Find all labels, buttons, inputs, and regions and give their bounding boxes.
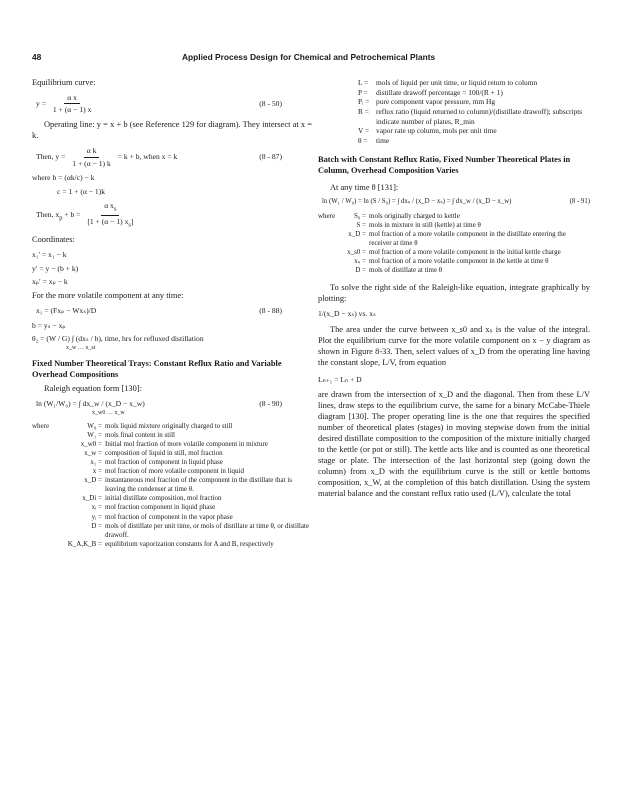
equation-8-50 (32, 93, 312, 115)
eq-xp-numerator: α $x_s$ (101, 201, 119, 216)
definition-key: x₁ = (90, 457, 102, 466)
definition-row (318, 266, 590, 275)
right-column (318, 78, 590, 504)
definition-value: mols of distillate at time θ (369, 266, 443, 275)
definition-value: reflux ratio (liquid returned to column)/(distillate drawoff); subscripts indicate number of plates, R_min (376, 106, 583, 126)
more-volatile-text: For the more volatile component at any time: (32, 291, 184, 301)
eq-8-91-body: ln (W₁ / W₀) = ln (S / S₀) = ∫ dxₛ / (x_D − xₛ) = ∫ dx_w / (x_D − x_w) (322, 197, 512, 205)
definition-key: D = (91, 521, 102, 530)
definition-value: instantaneous mol fraction of the component in the distillate that is leaving the condenser at time θ. (105, 476, 293, 494)
eq-8-50-number: (8 - 50) (259, 99, 282, 109)
definition-value: mols liquid mixture originally charged to still (105, 421, 233, 430)
equation-8-87 (32, 146, 312, 168)
eq-8-90-limits: x_w0 … x_w (92, 409, 125, 416)
definition-row (318, 248, 590, 257)
definitions-list-left (32, 422, 312, 549)
definition-key: x_w = (84, 448, 102, 457)
definition-row (318, 257, 590, 266)
definition-row (32, 476, 312, 494)
eq-8-87-number: (8 - 87) (259, 152, 282, 162)
theta-limits: x_w … x_si (66, 344, 96, 351)
definitions-list-top (318, 78, 590, 145)
eq-xp-pre: Then, x (36, 209, 60, 219)
definition-value: mol fraction of component in the vapor phase (105, 512, 233, 521)
definition-row (32, 494, 312, 503)
plot-expression: 1/(x_D − xₛ) vs. xₛ (318, 309, 376, 319)
eq-8-90-number: (8 - 90) (259, 399, 282, 409)
operating-line-text: Operating line: y = x + b (see Reference 129 for diagram). They intersect at x = k. (32, 120, 312, 141)
definition-row (358, 126, 590, 136)
eq-8-87-numerator: α k (84, 146, 100, 158)
definition-key: yᵢ = (91, 512, 102, 521)
definition-row (32, 503, 312, 512)
eq-8-88-number: (8 - 88) (259, 305, 282, 315)
definition-value: mol fraction of more volatile component in liquid (105, 467, 244, 476)
definition-row (32, 422, 312, 431)
definition-key: x_D = (84, 476, 102, 485)
definition-value: mols in mixture in still (kettle) at time θ (369, 220, 481, 229)
definition-value: equilibrium vaporization constants for A and B, respectively (105, 539, 274, 548)
definition-value: mol fraction component in liquid phase (105, 503, 216, 512)
definition-row (32, 540, 312, 549)
eq-8-91-number: (8 - 91) (569, 197, 590, 205)
definitions-list-right (318, 212, 590, 276)
definition-value: vapor rate up column, mols per unit time (376, 126, 497, 136)
equilibrium-curve-label: Equilibrium curve: (32, 78, 96, 87)
eq-8-87-pre: Then, y = (36, 152, 66, 161)
coordinate-xp: xₚ′ = xₚ − k (32, 277, 68, 287)
definition-value: initial distillate composition, mol fraction (105, 494, 222, 503)
raleigh-label: Raleigh equation form [130]: (44, 384, 142, 394)
eq-xp-fraction (84, 201, 136, 229)
definition-key: x = (92, 467, 102, 476)
definition-key: D = (355, 266, 366, 275)
definition-value: mols originally charged to kettle (369, 211, 460, 220)
definition-row (358, 88, 590, 98)
definition-row (32, 467, 312, 476)
definition-value: time (376, 135, 390, 145)
definition-key: L = (358, 78, 369, 87)
definition-value: pure component vapor pressure, mm Hg (376, 97, 496, 107)
eq-8-87-post: = k + b, when x = k (117, 152, 178, 161)
where-word: where (32, 421, 50, 430)
page-header (32, 52, 589, 66)
definition-key: P = (358, 87, 368, 97)
definition-key: Pᵢ = (358, 97, 370, 107)
definition-row (358, 107, 590, 126)
definition-key: x_s0 = (347, 248, 366, 257)
definition-value: mol fraction of component in liquid phase (105, 457, 223, 466)
definition-value: mol fraction of a more volatile component in the kettle at time θ (369, 257, 549, 266)
definition-key: W₀ = (87, 421, 102, 430)
definition-row (358, 136, 590, 146)
definition-row (318, 221, 590, 230)
definition-value: distillate drawoff percentage = 100/(R + 1) (376, 87, 503, 97)
where-word: where (318, 211, 336, 220)
definition-key: x_D = (348, 229, 366, 238)
eq-8-50-fraction (50, 93, 94, 115)
definition-row (32, 440, 312, 449)
eq-8-88-body: x₁ = (Fxₚ − Wxₛ)/D (36, 305, 97, 315)
eq-8-87-denominator: 1 + (α − 1) k (72, 158, 111, 168)
definition-value: composition of liquid in still, mol fraction (105, 448, 223, 457)
eq-xp-denominator: [1 + (α − 1) $x_s$] (87, 216, 134, 229)
where-b-definition: where b = (αk/c) − k (32, 173, 95, 183)
b-equation: b = yₛ − xₚ (32, 320, 66, 330)
definition-row (32, 449, 312, 458)
definition-value: mols of distillate per unit time, or mols of distillate at time θ, or distillate drawoff. (105, 521, 309, 539)
eq-xp-mid: + b = (64, 209, 81, 219)
definition-value: mols final content in still (105, 430, 175, 439)
definition-value: mol fraction of a more volatile component in the initial kettle charge (369, 248, 561, 257)
definition-row (318, 230, 590, 248)
equation-xp (32, 201, 312, 229)
definition-row (32, 513, 312, 522)
section-heading-fixed-trays: Fixed Number Theoretical Trays: Constant Reflux Ratio and Variable Overhead Compositions (32, 358, 282, 379)
definition-key: R = (358, 106, 369, 116)
definition-key: S = (356, 220, 366, 229)
paragraph-operating-lines: are drawn from the intersection of x_D and the diagonal. Then from these L/V lines, draw steps to the equilibrium curve, the same for a binary McCabe-Thiele diagram [130]. The proper operating line is the one that requires the specified number of theoretical plates (stages) in moving stepwise down from the initial desired distillate composition to the composition of the mixture initially charged to the kettle (or pot or still). The kettle acts like and is counted as one theoretical stage or plate. The intersection of the last horizontal step (going down the column) from x_D with the equilibrium curve is the still or kettle bottoms composition, x_W, at the completion of this batch distillation. Using the system material balance and the constant reflux ratio used (L/V), calculate the total (318, 390, 590, 498)
paragraph-solve-right-side: To solve the right side of the Raleigh-like equation, integrate graphically by plotting: (318, 283, 590, 304)
eq-8-50-numerator: α x (64, 93, 80, 105)
eq-xp-sub: p (59, 214, 63, 222)
definition-row (32, 522, 312, 540)
coordinate-y: y′ = y − (b + k) (32, 263, 79, 273)
running-title: Applied Process Design for Chemical and Petrochemical Plants (182, 52, 436, 62)
definition-row (32, 458, 312, 467)
equation-8-88 (32, 306, 312, 316)
definition-value: mol fraction of a more volatile component in the distillate entering the receiver at time θ (369, 229, 566, 247)
equation-8-90 (32, 399, 312, 409)
definition-key: θ = (358, 135, 368, 145)
page-number: 48 (32, 52, 42, 62)
definition-value: mols of liquid per unit time, or liquid return to column (376, 78, 538, 87)
eq-8-50-denominator: 1 + (α − 1) x (52, 105, 92, 115)
definition-value: Initial mol fraction of more volatile component in mixture (105, 439, 268, 448)
liquid-balance-equation: Lₙ₊₁ = Lₙ + D (318, 374, 362, 384)
at-any-time-label: At any time θ [131]: (330, 183, 399, 193)
definition-key: V = (358, 126, 370, 136)
definition-row (358, 97, 590, 107)
coordinate-x1: x₁′ = x₁ − k (32, 249, 67, 259)
definition-row (318, 212, 590, 221)
eq-8-50-lhs: y = (36, 98, 46, 108)
definition-key: K_A,K_B = (67, 539, 102, 548)
eq-8-87-fraction (69, 146, 113, 168)
definition-row (358, 78, 590, 88)
definition-key: x_w0 = (80, 439, 102, 448)
paragraph-area-under-curve: The area under the curve between x_s0 and xₛ is the value of the integral. Plot the equilibrium curve for the more volatile component on x − y diagram as shown in Figure 8-33. Then, select values of x_D from the operating line having the constant slope, L/V, from equation (318, 324, 590, 367)
definition-key: S₀ = (353, 211, 366, 220)
definition-key: x_Di = (82, 494, 102, 503)
theta-equation: θ₂ = (W / G) ∫ (dxₛ / b), time, hrs for refluxed distillation (32, 334, 204, 344)
definition-key: xᵢ = (91, 503, 102, 512)
eq-8-90-body: ln (W₁/W₀) = ∫ dx_w / (x_D − x_w) (36, 399, 145, 409)
equation-8-91 (318, 198, 590, 207)
left-column (32, 78, 312, 549)
definition-key: xₛ = (354, 257, 366, 266)
definition-row (32, 431, 312, 440)
section-heading-batch-constant-reflux: Batch with Constant Reflux Ratio, Fixed Number Theoretical Plates in Column, Overhead Composition Varies (318, 155, 571, 176)
coordinates-label: Coordinates: (32, 235, 75, 245)
c-definition: c = 1 + (α − 1)k (57, 187, 106, 197)
definition-key: W₁ = (87, 430, 102, 439)
